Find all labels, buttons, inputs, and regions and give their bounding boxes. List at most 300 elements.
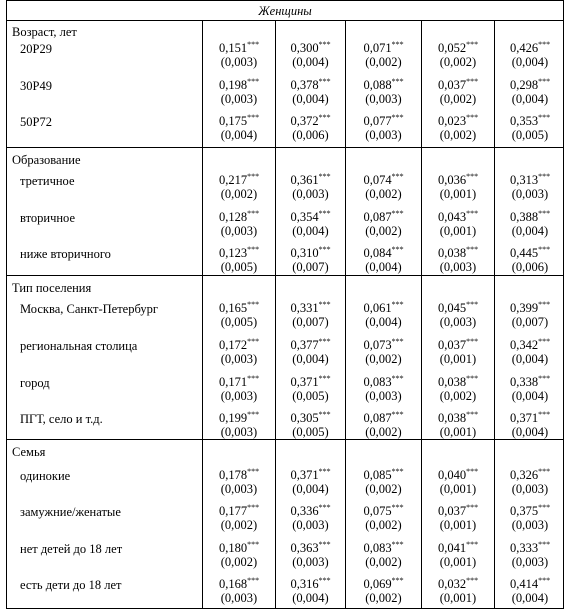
coef-cell: [495, 173, 565, 201]
coef-cell: [422, 78, 494, 106]
standard-error: (0,002): [365, 555, 402, 569]
coef-cell: [495, 411, 565, 439]
coefficient-number: 0,342: [509, 338, 539, 352]
coefficient-value: [422, 301, 494, 315]
coefficient-number: 0,177: [218, 504, 248, 518]
significance-stars: ***: [538, 374, 551, 383]
row-label: вторичное: [20, 211, 76, 225]
coef-cell: [276, 78, 345, 106]
significance-stars: ***: [247, 40, 260, 49]
standard-error: (0,002): [220, 187, 258, 201]
coefficient-number: 0,038: [437, 411, 467, 425]
coef-cell: [495, 338, 565, 366]
significance-stars: ***: [466, 540, 479, 549]
coef-cell: [346, 41, 421, 69]
coef-cell: [495, 468, 565, 496]
coefficient-value: [203, 577, 275, 591]
section-label: Семья: [12, 445, 46, 459]
significance-stars: ***: [391, 503, 404, 512]
coefficient-number: 0,353: [509, 114, 539, 128]
significance-stars: ***: [538, 40, 551, 49]
coefficient-value: [346, 41, 421, 55]
significance-stars: ***: [391, 467, 404, 476]
significance-stars: ***: [247, 576, 260, 585]
coef-cell: [203, 210, 275, 238]
significance-stars: ***: [538, 209, 551, 218]
standard-error: (0,003): [439, 260, 477, 274]
coefficient-value: [203, 541, 275, 555]
coefficient-value: [276, 173, 345, 187]
standard-error: (0,004): [292, 482, 329, 496]
coefficient-value: [276, 210, 345, 224]
coefficient-number: 0,371: [290, 468, 319, 482]
coef-cell: [495, 41, 565, 69]
coef-cell: [346, 504, 421, 532]
coefficient-value: [495, 246, 565, 260]
coefficient-value: [346, 375, 421, 389]
row-label: город: [20, 376, 50, 390]
significance-stars: ***: [466, 576, 479, 585]
coefficient-value: [276, 375, 345, 389]
standard-error: (0,001): [439, 425, 477, 439]
coefficient-value: [422, 577, 494, 591]
coef-cell: [346, 246, 421, 274]
standard-error: (0,004): [511, 389, 549, 403]
coefficient-number: 0,310: [290, 246, 319, 260]
coefficient-number: 0,354: [290, 210, 319, 224]
significance-stars: ***: [391, 540, 404, 549]
standard-error: (0,004): [511, 55, 549, 69]
coef-cell: [422, 246, 494, 274]
standard-error: (0,003): [511, 518, 549, 532]
significance-stars: ***: [391, 40, 404, 49]
standard-error: (0,007): [292, 260, 329, 274]
standard-error: (0,003): [220, 55, 258, 69]
standard-error: (0,002): [365, 55, 402, 69]
significance-stars: ***: [247, 113, 260, 122]
coefficient-number: 0,198: [218, 78, 248, 92]
coefficient-number: 0,217: [218, 173, 248, 187]
coefficient-number: 0,074: [363, 173, 392, 187]
standard-error: (0,002): [365, 425, 402, 439]
coef-cell: [495, 375, 565, 403]
standard-error: (0,003): [220, 389, 258, 403]
standard-error: (0,003): [220, 352, 258, 366]
significance-stars: ***: [318, 172, 331, 181]
coefficient-number: 0,172: [218, 338, 248, 352]
standard-error: (0,002): [365, 591, 402, 605]
significance-stars: ***: [391, 77, 404, 86]
significance-stars: ***: [538, 245, 551, 254]
standard-error: (0,003): [439, 315, 477, 329]
significance-stars: ***: [318, 337, 331, 346]
row-label: есть дети до 18 лет: [20, 578, 122, 592]
coefficient-number: 0,040: [437, 468, 467, 482]
coef-cell: [346, 411, 421, 439]
standard-error: (0,003): [220, 591, 258, 605]
significance-stars: ***: [466, 300, 479, 309]
coefficient-value: [495, 375, 565, 389]
coef-cell: [276, 468, 345, 496]
significance-stars: ***: [538, 113, 551, 122]
standard-error: (0,005): [220, 315, 258, 329]
row-label: третичное: [20, 174, 75, 188]
coefficient-number: 0,388: [509, 210, 539, 224]
coef-cell: [346, 577, 421, 605]
coefficient-number: 0,426: [509, 41, 539, 55]
coef-cell: [495, 114, 565, 142]
coefficient-number: 0,372: [290, 114, 319, 128]
coefficient-value: [276, 577, 345, 591]
coefficient-value: [346, 246, 421, 260]
coef-cell: [422, 468, 494, 496]
significance-stars: ***: [391, 300, 404, 309]
coef-cell: [203, 114, 275, 142]
standard-error: (0,001): [439, 482, 477, 496]
coef-cell: [346, 468, 421, 496]
coefficient-value: [346, 411, 421, 425]
coef-cell: [276, 210, 345, 238]
coef-cell: [495, 246, 565, 274]
coefficient-number: 0,123: [218, 246, 248, 260]
coefficient-number: 0,168: [218, 577, 248, 591]
coefficient-value: [203, 468, 275, 482]
significance-stars: ***: [466, 503, 479, 512]
standard-error: (0,004): [365, 315, 402, 329]
coefficient-value: [203, 301, 275, 315]
coef-cell: [422, 173, 494, 201]
section-label: Образование: [12, 153, 81, 167]
coefficient-number: 0,069: [363, 577, 392, 591]
significance-stars: ***: [247, 467, 260, 476]
coefficient-value: [495, 338, 565, 352]
coefficient-number: 0,371: [509, 411, 539, 425]
coefficient-value: [346, 468, 421, 482]
coef-cell: [346, 375, 421, 403]
coefficient-number: 0,084: [363, 246, 392, 260]
coef-cell: [276, 246, 345, 274]
significance-stars: ***: [391, 245, 404, 254]
coef-cell: [276, 541, 345, 569]
standard-error: (0,004): [292, 224, 329, 238]
coefficient-number: 0,038: [437, 246, 467, 260]
coefficient-number: 0,023: [437, 114, 467, 128]
coef-cell: [422, 504, 494, 532]
coefficient-number: 0,043: [437, 210, 467, 224]
standard-error: (0,004): [292, 591, 329, 605]
significance-stars: ***: [247, 540, 260, 549]
standard-error: (0,006): [292, 128, 329, 142]
standard-error: (0,004): [511, 352, 549, 366]
coefficient-number: 0,073: [363, 338, 392, 352]
significance-stars: ***: [391, 337, 404, 346]
standard-error: (0,004): [292, 352, 329, 366]
coef-cell: [495, 577, 565, 605]
coefficient-value: [203, 411, 275, 425]
coefficient-value: [203, 41, 275, 55]
row-label: 30Р49: [20, 79, 52, 93]
standard-error: (0,003): [511, 187, 549, 201]
standard-error: (0,002): [439, 389, 477, 403]
coefficient-value: [495, 114, 565, 128]
significance-stars: ***: [466, 209, 479, 218]
section-divider: [7, 147, 563, 148]
coefficient-number: 0,305: [290, 411, 319, 425]
coefficient-value: [422, 210, 494, 224]
standard-error: (0,004): [511, 425, 549, 439]
coef-cell: [203, 338, 275, 366]
significance-stars: ***: [318, 540, 331, 549]
coefficient-number: 0,298: [509, 78, 539, 92]
coefficient-value: [276, 504, 345, 518]
coefficient-value: [203, 246, 275, 260]
coefficient-number: 0,445: [509, 246, 539, 260]
coefficient-value: [495, 301, 565, 315]
significance-stars: ***: [466, 374, 479, 383]
coefficient-number: 0,037: [437, 78, 467, 92]
coef-cell: [203, 375, 275, 403]
standard-error: (0,004): [511, 92, 549, 106]
standard-error: (0,004): [292, 55, 329, 69]
coefficient-value: [422, 375, 494, 389]
significance-stars: ***: [538, 467, 551, 476]
significance-stars: ***: [247, 77, 260, 86]
significance-stars: ***: [466, 245, 479, 254]
row-label: нет детей до 18 лет: [20, 542, 123, 556]
coefficient-value: [495, 41, 565, 55]
coef-cell: [203, 541, 275, 569]
coefficient-value: [346, 114, 421, 128]
coef-cell: [346, 173, 421, 201]
coef-cell: [203, 504, 275, 532]
row-label: региональная столица: [20, 339, 138, 353]
coefficient-value: [346, 338, 421, 352]
standard-error: (0,002): [220, 518, 258, 532]
standard-error: (0,001): [439, 518, 477, 532]
coefficient-number: 0,414: [509, 577, 539, 591]
standard-error: (0,001): [439, 224, 477, 238]
coefficient-number: 0,171: [218, 375, 248, 389]
coef-cell: [203, 301, 275, 329]
coefficient-number: 0,361: [290, 173, 319, 187]
significance-stars: ***: [391, 374, 404, 383]
coefficient-number: 0,331: [290, 301, 319, 315]
coef-cell: [346, 78, 421, 106]
significance-stars: ***: [247, 209, 260, 218]
coefficient-value: [346, 541, 421, 555]
coefficient-number: 0,199: [218, 411, 248, 425]
coefficient-value: [495, 173, 565, 187]
standard-error: (0,002): [365, 187, 402, 201]
standard-error: (0,003): [292, 518, 329, 532]
coefficient-number: 0,375: [509, 504, 539, 518]
coefficient-number: 0,377: [290, 338, 319, 352]
significance-stars: ***: [466, 337, 479, 346]
significance-stars: ***: [538, 337, 551, 346]
coef-cell: [495, 504, 565, 532]
coefficient-value: [276, 301, 345, 315]
standard-error: (0,003): [292, 555, 329, 569]
coefficient-value: [203, 338, 275, 352]
standard-error: (0,004): [292, 92, 329, 106]
coef-cell: [203, 411, 275, 439]
standard-error: (0,003): [365, 389, 402, 403]
coef-cell: [422, 41, 494, 69]
coefficient-number: 0,052: [437, 41, 467, 55]
significance-stars: ***: [318, 467, 331, 476]
significance-stars: ***: [466, 40, 479, 49]
row-label: ниже вторичного: [20, 247, 111, 261]
significance-stars: ***: [318, 113, 331, 122]
coefficient-value: [346, 504, 421, 518]
coefficient-value: [422, 338, 494, 352]
coefficient-number: 0,300: [290, 41, 319, 55]
standard-error: (0,004): [220, 128, 258, 142]
coef-cell: [276, 577, 345, 605]
coef-cell: [203, 246, 275, 274]
coefficient-number: 0,378: [290, 78, 319, 92]
standard-error: (0,002): [439, 92, 477, 106]
coefficient-value: [495, 541, 565, 555]
coefficient-number: 0,036: [437, 173, 467, 187]
coefficient-value: [495, 78, 565, 92]
standard-error: (0,006): [511, 260, 549, 274]
coefficient-number: 0,087: [363, 210, 392, 224]
coefficient-value: [276, 338, 345, 352]
standard-error: (0,007): [511, 315, 549, 329]
coefficient-number: 0,180: [218, 541, 248, 555]
coefficient-value: [422, 411, 494, 425]
standard-error: (0,004): [511, 224, 549, 238]
coef-cell: [495, 301, 565, 329]
significance-stars: ***: [538, 300, 551, 309]
standard-error: (0,003): [220, 425, 258, 439]
significance-stars: ***: [466, 113, 479, 122]
standard-error: (0,003): [511, 555, 549, 569]
coef-cell: [346, 301, 421, 329]
coefficient-value: [422, 78, 494, 92]
significance-stars: ***: [538, 410, 551, 419]
results-table: [6, 0, 564, 609]
coefficient-value: [346, 301, 421, 315]
significance-stars: ***: [538, 540, 551, 549]
row-label: Москва, Санкт-Петербург: [20, 302, 158, 316]
coef-cell: [346, 114, 421, 142]
coef-cell: [495, 541, 565, 569]
significance-stars: ***: [247, 337, 260, 346]
coefficient-number: 0,037: [437, 338, 467, 352]
significance-stars: ***: [318, 40, 331, 49]
section-label: Возраст, лет: [12, 25, 77, 39]
coefficient-number: 0,178: [218, 468, 248, 482]
coef-cell: [203, 173, 275, 201]
coefficient-value: [422, 41, 494, 55]
standard-error: (0,002): [365, 482, 402, 496]
coef-cell: [276, 301, 345, 329]
coef-cell: [422, 577, 494, 605]
section-label: Тип поселения: [12, 281, 92, 295]
coefficient-value: [203, 78, 275, 92]
significance-stars: ***: [391, 576, 404, 585]
header-divider: [7, 20, 563, 21]
coef-cell: [203, 577, 275, 605]
significance-stars: ***: [538, 172, 551, 181]
coef-cell: [346, 541, 421, 569]
standard-error: (0,003): [220, 92, 258, 106]
standard-error: (0,002): [365, 224, 402, 238]
standard-error: (0,007): [292, 315, 329, 329]
coef-cell: [203, 41, 275, 69]
coefficient-number: 0,175: [218, 114, 248, 128]
coefficient-value: [422, 114, 494, 128]
significance-stars: ***: [538, 77, 551, 86]
coefficient-number: 0,045: [437, 301, 467, 315]
coefficient-value: [203, 375, 275, 389]
coef-cell: [422, 210, 494, 238]
row-label: ПГТ, село и т.д.: [20, 412, 103, 426]
coefficient-value: [346, 577, 421, 591]
coef-cell: [276, 173, 345, 201]
coef-cell: [276, 338, 345, 366]
section-divider: [7, 275, 563, 276]
significance-stars: ***: [318, 209, 331, 218]
coefficient-number: 0,038: [437, 375, 467, 389]
coef-cell: [422, 338, 494, 366]
coefficient-number: 0,085: [363, 468, 392, 482]
standard-error: (0,005): [511, 128, 549, 142]
standard-error: (0,002): [439, 55, 477, 69]
coefficient-value: [346, 173, 421, 187]
section-divider: [7, 439, 563, 440]
coefficient-value: [203, 114, 275, 128]
coefficient-value: [276, 411, 345, 425]
significance-stars: ***: [247, 300, 260, 309]
coef-cell: [422, 541, 494, 569]
row-label: 20Р29: [20, 42, 52, 56]
coefficient-value: [495, 468, 565, 482]
coefficient-value: [422, 173, 494, 187]
significance-stars: ***: [466, 77, 479, 86]
coefficient-number: 0,088: [363, 78, 392, 92]
coef-cell: [346, 210, 421, 238]
standard-error: (0,003): [365, 92, 402, 106]
coefficient-value: [346, 210, 421, 224]
significance-stars: ***: [466, 467, 479, 476]
coefficient-value: [422, 504, 494, 518]
standard-error: (0,001): [439, 591, 477, 605]
coefficient-value: [495, 411, 565, 425]
coefficient-value: [495, 504, 565, 518]
significance-stars: ***: [247, 172, 260, 181]
coef-cell: [276, 41, 345, 69]
significance-stars: ***: [318, 503, 331, 512]
significance-stars: ***: [391, 209, 404, 218]
coef-cell: [346, 338, 421, 366]
standard-error: (0,004): [511, 591, 549, 605]
significance-stars: ***: [538, 576, 551, 585]
coef-cell: [276, 504, 345, 532]
coef-cell: [422, 375, 494, 403]
coefficient-number: 0,037: [437, 504, 467, 518]
row-label: 50Р72: [20, 115, 52, 129]
standard-error: (0,001): [439, 187, 477, 201]
standard-error: (0,003): [511, 482, 549, 496]
coefficient-number: 0,128: [218, 210, 248, 224]
coefficient-number: 0,083: [363, 541, 392, 555]
coefficient-value: [495, 210, 565, 224]
row-label: замужние/женатые: [20, 505, 121, 519]
significance-stars: ***: [391, 113, 404, 122]
